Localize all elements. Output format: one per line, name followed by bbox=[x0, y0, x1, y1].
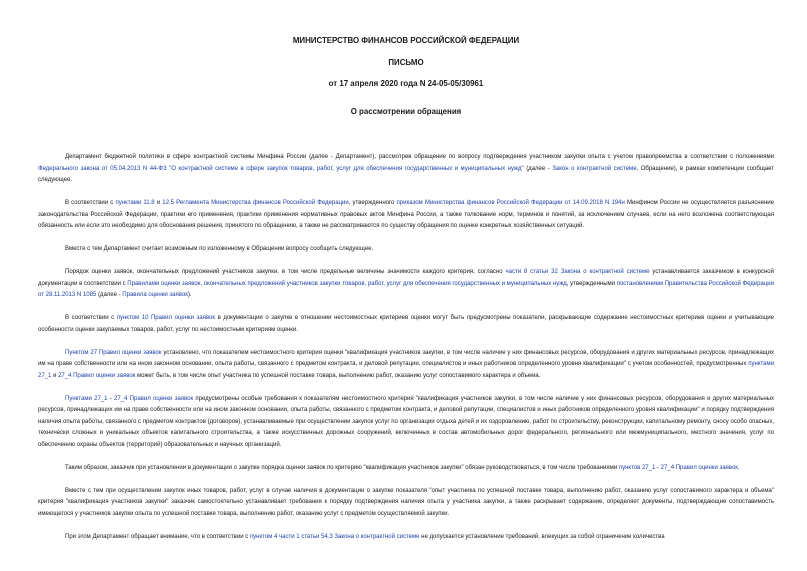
paragraph-text: , утвержденными bbox=[566, 280, 617, 287]
legal-reference-link[interactable]: части 8 статьи 32 Закона о контрактной системе bbox=[505, 269, 650, 275]
paragraph-text: - bbox=[107, 395, 115, 402]
paragraph-text: (далее - bbox=[523, 165, 553, 172]
paragraph-text: Порядок оценки заявок, окончательных предложений участников закупки, в том числе предельные величины значимости каждого критерия, согласно bbox=[65, 269, 506, 275]
legal-reference-link[interactable]: пунктом 4 части 1 статьи 54.3 Закона о контрактной системе bbox=[249, 533, 420, 540]
paragraph-text: устанавливается заказчиком в конкурсной документации в соответствии с bbox=[38, 269, 774, 287]
paragraph-9 bbox=[38, 486, 774, 521]
paragraph-text: В соответствии с bbox=[65, 315, 117, 321]
paragraph-text: , утвержденного bbox=[348, 200, 397, 206]
paragraph-text: Минфином России не осуществляется разъяснение законодательства Российской Федерации, практики его применения, практики применения нормативных правовых актов Минфина России, а также толкование норм, терминов и понятий, за исключением случаев, если на него возложена соответствующая обязанность или если это необходимо для обоснования решения, принятого по обращению, а также не рассматриваются по существу обращения по оценке конкретных хозяйственных ситуаций. bbox=[38, 200, 774, 229]
paragraph-10 bbox=[38, 532, 774, 544]
paragraph-7 bbox=[38, 394, 774, 452]
paragraph-text: - bbox=[655, 464, 661, 471]
legal-reference-link[interactable]: пунктом 10 Правил оценки заявок bbox=[116, 315, 215, 321]
paragraph-2 bbox=[38, 198, 774, 233]
paragraph-1 bbox=[38, 152, 774, 187]
paragraph-text: может быть, в том числе опыт участника по успешной поставке товара, выполнению работ, оказанию услуг сопоставимого характера и объема. bbox=[135, 372, 541, 379]
legal-reference-link[interactable]: Правилами оценки заявок, окончательных предложений участников закупки товаров, работ, услуг для обеспечения государственных и муниципальных нужд bbox=[127, 280, 567, 287]
legal-reference-link[interactable]: приказом Министерства финансов Российской Федерации от 14.09.2018 N 194н bbox=[396, 200, 625, 206]
paragraph-text: . bbox=[737, 464, 740, 471]
legal-reference-link[interactable]: 27_4 Правил оценки заявок bbox=[114, 395, 194, 402]
paragraph-text: (далее - bbox=[96, 292, 123, 298]
legal-reference-link[interactable]: постановлением Правительства Российской Федерации от 28.11.2013 N 1085 bbox=[38, 280, 774, 298]
legal-reference-link[interactable]: пунктами 27_1 bbox=[38, 361, 774, 379]
paragraph-text: Департамент бюджетной политики в сфере контрактной системы Минфина России (далее - Департамент), рассмотрев обращение по вопросу подтверждения участником закупки опыта с учетом правопреемства в соответствии с положениями bbox=[65, 154, 774, 160]
document-subject: О рассмотрении обращения bbox=[350, 107, 462, 116]
paragraph-text: ). bbox=[187, 292, 192, 298]
paragraph-5 bbox=[38, 313, 774, 336]
document-type: ПИСЬМО bbox=[388, 58, 424, 67]
legal-reference-link[interactable]: пунктами 11.8 bbox=[115, 200, 155, 206]
legal-reference-link[interactable]: Федерального закона от 05.04.2013 N 44-ФЗ "О контрактной системе в сфере закупок товаров, работ, услуг для обеспечения государственных и муниципальных нужд" bbox=[38, 165, 524, 172]
paragraph-text: В соответствии с bbox=[65, 200, 116, 206]
paragraph-8 bbox=[38, 463, 774, 475]
ministry-heading: МИНИСТЕРСТВО ФИНАНСОВ РОССИЙСКОЙ ФЕДЕРАЦИИ bbox=[292, 36, 520, 45]
legal-reference-link[interactable]: 12.5 Регламента Министерства финансов Российской Федерации bbox=[162, 200, 349, 206]
paragraph-text: предусмотрены особые требования к показателям нестоимостного критерия "квалификация участников закупки, в том числе наличие у них финансовых ресурсов, оборудования и других материальных ресурсов, принадлежащих им на праве собственности или на ином законном основании, опыта работы, связанного с предметом контракта, и деловой репутации, специалистов и иных работников определенного уровня квалификации" и порядку подтверждения наличия опыта работы, связанного с предметом контрактов (договоров), устанавливаемые при осуществлении закупок услуг по организации отдыха детей и их оздоровлению, работ по строительству, реконструкции, капитальному ремонту, сносу особо опасных, технически сложных и уникальных объектов капитального строительства, а также искусственных дорожных сооружений, включенных в состав автомобильных дорог федерального, регионального или межмуниципального, местного значения, услуг по обеспечению охраны объектов (территорий) образовательных и научных организаций. bbox=[38, 395, 774, 448]
paragraph-text: Вместе с тем Департамент считает возможным по изложенному в Обращении вопросу сообщить следующее. bbox=[65, 246, 374, 252]
paragraph-3 bbox=[38, 244, 774, 256]
paragraph-text: не допускается установление требований, влекущих за собой ограничение количества bbox=[419, 533, 665, 540]
paragraph-4 bbox=[38, 267, 774, 302]
legal-reference-link[interactable]: пунктов 27_1 bbox=[618, 464, 656, 471]
legal-reference-link[interactable]: 27_4 Правил оценки заявок bbox=[660, 464, 738, 471]
legal-reference-link[interactable]: 27_4 Правил оценки заявок bbox=[58, 372, 136, 379]
paragraph-text: и bbox=[51, 372, 59, 379]
document-date-number: от 17 апреля 2020 года N 24-05-05/30961 bbox=[328, 79, 484, 88]
legal-reference-link[interactable]: Правила оценки заявок bbox=[122, 292, 188, 298]
paragraph-text: При этом Департамент обращает внимание, что в соответствии с bbox=[65, 533, 250, 540]
document-body bbox=[38, 152, 774, 543]
paragraph-text: и bbox=[154, 200, 163, 206]
paragraph-text: , Обращение), в рамках компетенции сообщает следующее. bbox=[38, 165, 775, 183]
paragraph-text: в документации о закупке в отношении нестоимостных критериев оценки могут быть предусмотрены показатели, раскрывающие содержание нестоимостных критериев оценки и учитывающие особенности оценки закупаемых товаров, работ, услуг по нестоимостным критериям оценки. bbox=[38, 315, 774, 333]
legal-reference-link[interactable]: Закон о контрактной системе bbox=[552, 165, 637, 172]
paragraph-text: Вместе с тем при осуществлении закупок иных товаров, работ, услуг в случае наличия в документации о закупке показателя "опыт участника по успешной поставке товара, выполнению работ, оказанию услуг сопоставимого характера и объема" критерия "квалификация участников закупки" заказчик самостоятельно устанавливает требования к порядку подтверждения наличия опыта у участника закупки, а также раскрывает содержание, определяет документы, подтверждающие сопоставимость имеющегося у участников закупки опыта по успешной поставке товара, выполнению работ, оказанию услуг с предметом осуществляемой закупки. bbox=[38, 487, 774, 517]
paragraph-6 bbox=[38, 348, 774, 383]
paragraph-text: Таким образом, заказчик при установлении в документации о закупке порядка оценки заявок по критерию "квалификация участников закупки" обязан руководствоваться, в том числе требованиями bbox=[65, 464, 619, 471]
legal-reference-link[interactable]: Пунктом 27 Правил оценки заявок bbox=[65, 349, 162, 356]
paragraph-text: установлено, что показателем нестоимостного критерия оценки "квалификация участников закупки, в том числе наличие у них финансовых ресурсов, оборудования и других материальных ресурсов, принадлежащих им на праве собственности или на ином законном основании, опыта работы, связанного с предметом контракта, и деловой репутации, специалистов и иных работников определенного уровня квалификации" с учетом особенностей, предусмотренных bbox=[38, 349, 774, 367]
legal-reference-link[interactable]: Пунктами 27_1 bbox=[65, 395, 108, 402]
